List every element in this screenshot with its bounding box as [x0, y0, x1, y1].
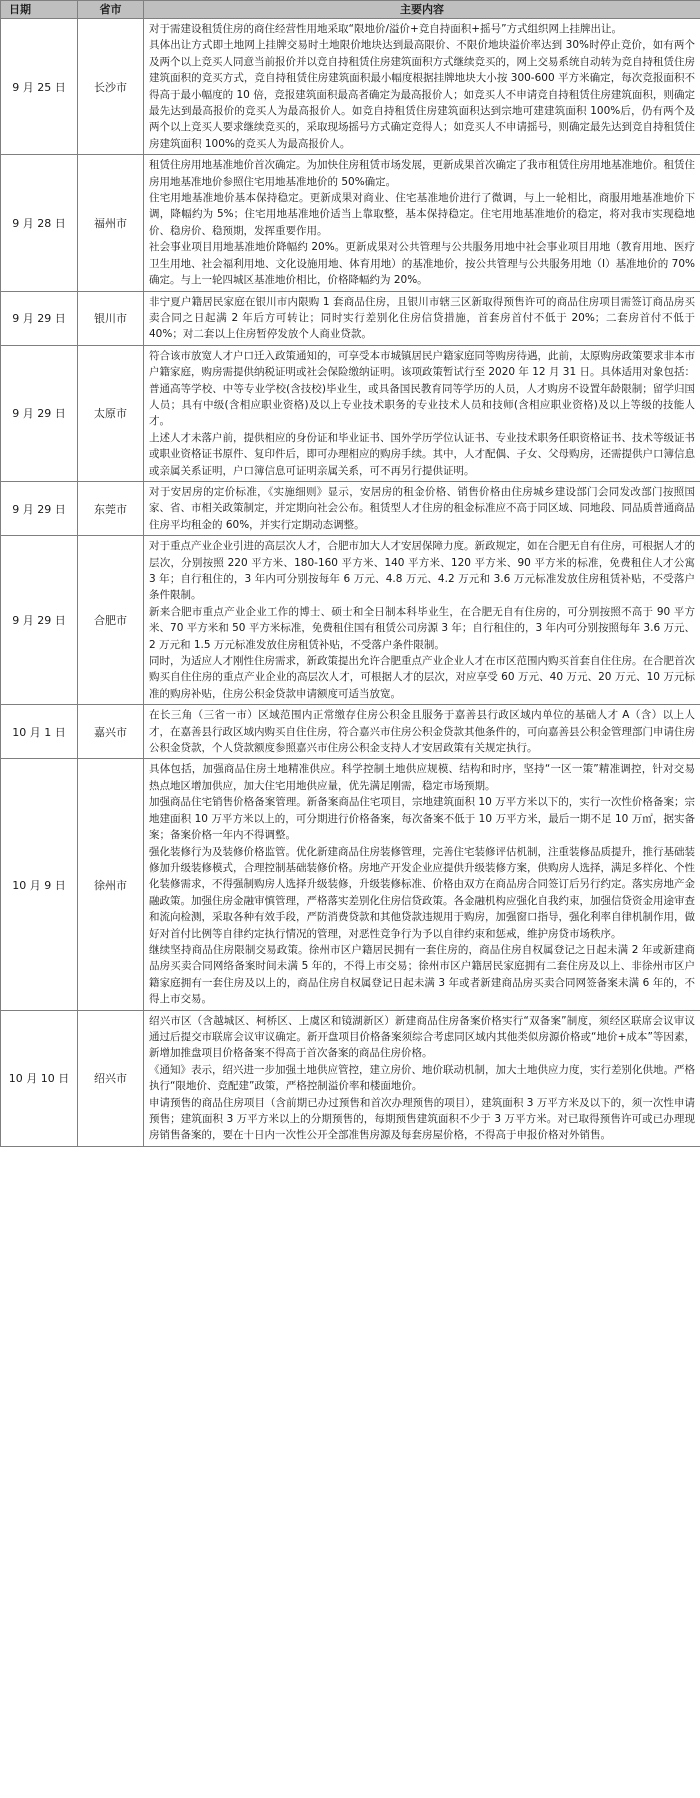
content-paragraph: 加强商品住宅销售价格备案管理。新备案商品住宅项目，宗地建筑面积 10 万平方米以下的，实行一次性价格备案；宗地建面积 10 万平方米以上的，可分期进行价格备案，每次备案不低于 10 万平方米，最后一期不足 10 万㎡，据实备案；备案价格一年内不得调整。 — [149, 796, 695, 842]
row-date: 9 月 28 日 — [1, 155, 78, 291]
content-paragraph: 绍兴市区（含越城区、柯桥区、上虞区和镜湖新区）新建商品住房备案价格实行“双备案”制度，须经区联席会议审议通过后提交市联席会议审议确定。新开盘项目价格备案须综合考虑同区域内其他类似房源价格或“地价+成本”等因素，新增加推盘项目价格备案不得高于首次备案的商品住房价格。 — [149, 1014, 695, 1060]
content-paragraph: 非宁夏户籍居民家庭在银川市内限购 1 套商品住房，且银川市辖三区新取得预售许可的商品住房项目需签订商品房买卖合同之日起满 2 年后方可转让；同时实行差别化住房信贷措施，首套房首付不低于 20%；二套房首付不低于 40%；对二套以上住房暂停发放个人商业贷款。 — [149, 295, 695, 341]
row-content — [144, 291, 700, 345]
header-content: 主要内容 — [144, 1, 700, 19]
row-date: 10 月 1 日 — [1, 705, 78, 759]
table-row — [1, 1010, 700, 1146]
row-city: 银川市 — [78, 291, 144, 345]
content-paragraph: 《通知》表示，绍兴进一步加强土地供应管控，建立房价、地价联动机制，加大土地供应力度，实行差别化供地。严格执行“限地价、竞配建”政策，严格控制溢价率和楼面地价。 — [149, 1063, 695, 1093]
content-paragraph: 社会事业项目用地基准地价降幅约 20%。更新成果对公共管理与公共服务用地中社会事业项目用地（教育用地、医疗卫生用地、社会福利用地、文化设施用地、体育用地）的基准地价，按公共管理与公共服务用地（Ⅰ）基准地价的 70%确定。与上一轮四城区基准地价相比，价格降幅约为 20%。 — [149, 241, 695, 287]
content-paragraph: 对于重点产业企业引进的高层次人才，合肥市加大人才安居保障力度。新政规定，如在合肥无自有住房，可根据人才的层次，分别按照 220 平方米、180-160 平方米、140 平方米、120 平方米、90 平方米的标准，免费租住人才公寓 3 年；自行租住的，3 年内可分别按每年 6 万元、4.8 万元、4.2 万元和 3.6 万元标准发放住房租赁补贴，不受落户条件限制。 — [149, 540, 695, 602]
row-date: 9 月 29 日 — [1, 481, 78, 535]
table-body — [1, 19, 700, 1147]
table-row — [1, 155, 700, 291]
row-content — [144, 155, 700, 291]
content-paragraph: 上述人才未落户前，提供相应的身份证和毕业证书、国外学历学位认证书、专业技术职务任职资格证书、技术等级证书或职业资格证书原件、复印件后，即可办理相应的购房手续。其中，人才配偶、子女、父母购房，还需提供户口簿信息或亲属关系证明，户口簿信息可证明亲属关系，可不再另行提供证明。 — [149, 431, 695, 477]
table-row — [1, 19, 700, 155]
content-paragraph: 具体出让方式即土地网上挂牌交易时土地限价地块达到最高限价、不限价地块溢价率达到 30%时停止竞价，如有两个及两个以上竞买人同意当前报价并以竞自持租赁住房建筑面积方式继续竞买的，网上交易系统自动转为竞自持租赁住房建筑面积的竞买方式，竞自持租赁住房建筑面积最小幅度根据挂牌地块大小按 300-600 平方米确定，每次竞报面积不得高于最小幅度的 10 倍，竞报建筑面积最高者确定为最高报价人；如竞买人不申请竞自持租赁住房建筑面积，则确定最先达到最高报价的竞买人为最高报价人。如竞自持租赁住房建筑面积达到宗地可建建筑面积 100%后，仍有两个及两个以上竞买人要求继续竞买的，采取现场摇号方式确定竞得人；如竞买人不申请摇号，则确定最先达到竞自持租赁住房建筑面积 100%的竞买人为最高报价人。 — [149, 39, 695, 150]
table-row — [1, 759, 700, 1010]
table-row — [1, 705, 700, 759]
header-date: 日期 — [1, 1, 78, 19]
content-paragraph: 具体包括，加强商品住房土地精准供应。科学控制土地供应规模、结构和时序，坚持“一区一策”精准调控，针对交易热点地区增加供应，加大住宅用地供应量，优先满足刚需，稳定市场预期。 — [149, 763, 695, 792]
row-city: 合肥市 — [78, 536, 144, 705]
row-content — [144, 345, 700, 481]
row-content — [144, 19, 700, 155]
content-paragraph: 对于需建设租赁住房的商住经营性用地采取“限地价/溢价+竞自持面积+摇号”方式组织网上挂牌出让。 — [149, 23, 623, 35]
row-date: 9 月 29 日 — [1, 536, 78, 705]
content-paragraph: 新来合肥市重点产业企业工作的博士、硕士和全日制本科毕业生，在合肥无自有住房的，可分别按照不高于 90 平方米、70 平方米和 50 平方米标准，免费租住国有租赁公司房源 3 年；自行租住的，3 年内可分别按照每年 3.6 万元、2 万元和 1.5 万元标准发放住房租赁补贴，不受落户条件限制。 — [149, 605, 695, 651]
row-city: 绍兴市 — [78, 1010, 144, 1146]
row-content — [144, 759, 700, 1010]
table-row — [1, 481, 700, 535]
row-city: 徐州市 — [78, 759, 144, 1010]
content-paragraph: 申请预售的商品住房项目（含前期已办过预售和首次办理预售的项目），建筑面积 3 万平方米及以下的，须一次性申请预售；建筑面积 3 万平方米以上的分期预售的，每期预售建筑面积不少于 3 万平方米。对已取得预售许可或已办理现房销售备案的，要在十日内一次性公开全部准售房源及每套房屋价格，不得高于申报价格对外销售。 — [149, 1096, 695, 1142]
content-paragraph: 继续坚持商品住房限制交易政策。徐州市区户籍居民拥有一套住房的，商品住房自权属登记之日起未满 2 年或新建商品房买卖合同网络备案时间未满 5 年的，不得上市交易；徐州市区户籍居民家庭拥有二套住房及以上、非徐州市区户籍家庭拥有一套住房及以上的，商品住房自权属登记日起未满 3 年或者新建商品房买卖合同网签备案未满 6 年的，不得上市交易。 — [149, 943, 695, 1006]
header-city: 省市 — [78, 1, 144, 19]
content-paragraph: 租赁住房用地基准地价首次确定。为加快住房租赁市场发展，更新成果首次确定了我市租赁住房用地基准地价。租赁住房用地基准地价参照住宅用地基准地价的 50%确定。 — [149, 159, 695, 188]
row-content — [144, 481, 700, 535]
row-content — [144, 1010, 700, 1146]
row-city: 太原市 — [78, 345, 144, 481]
row-date: 9 月 29 日 — [1, 345, 78, 481]
row-content — [144, 705, 700, 759]
row-date: 10 月 10 日 — [1, 1010, 78, 1146]
row-date: 9 月 25 日 — [1, 19, 78, 155]
content-paragraph: 强化装修行为及装修价格监管。优化新建商品住房装修管理，完善住宅装修评估机制，注重装修品质提升，推行基础装修加升级装修模式，合理控制基础装修价格。房地产开发企业应提供升级装修方案，供购房人选择，满足多样化、个性化装修需求，不得强制购房人选择升级装修，升级装修标准、价格由双方在商品房合同签订后另行约定。落实房地产金融政策。加强住房金融审慎管理，严格落实差别化住房信贷政策。各金融机构应强化自我约束，加强信贷资金用途审查和流向检测，采取各种有效手段，严防消费贷款和其他贷款违规用于购房，加强窗口指导，强化利率自律机制作用，做好对首付比例等自律约定执行情况的管理，对恶性竞争行为予以自律约束和惩戒，维护房贷市场秩序。 — [149, 845, 695, 940]
content-paragraph: 同时，为适应人才刚性住房需求，新政策提出允许合肥重点产业企业人才在市区范围内购买首套自住住房。在合肥首次购买自住住房的重点产业企业的高层次人才，可根据人才的层次，对应享受 60 万元、40 万元、20 万元、10 万元标准的购房补贴，住房公积金贷款申请额度可适当放宽。 — [149, 655, 695, 700]
content-paragraph: 符合该市放宽人才户口迁入政策通知的，可享受本市城镇居民户籍家庭同等购房待遇，此前，太原购房政策要求非本市户籍家庭，购房需提供纳税证明或社会保险缴纳证明。该项政策暂试行至 2020 年 12 月 31 日。具体适用对象包括：普通高等学校、中等专业学校(含技校)毕业生，或具备国民教育同等学历的人员，人才购房不设置年龄限制；留学归国人员；具有中级(含相应职业资格)及以上专业技术职务的专业技术人员和技师(含相应职业资格)及以上等级的技能人才。 — [149, 349, 695, 428]
row-city: 福州市 — [78, 155, 144, 291]
row-city: 东莞市 — [78, 481, 144, 535]
row-content — [144, 536, 700, 705]
table-row — [1, 291, 700, 345]
row-date: 10 月 9 日 — [1, 759, 78, 1010]
row-city: 嘉兴市 — [78, 705, 144, 759]
table-row — [1, 345, 700, 481]
row-date: 9 月 29 日 — [1, 291, 78, 345]
table-row — [1, 536, 700, 705]
row-city: 长沙市 — [78, 19, 144, 155]
content-paragraph: 对于安居房的定价标准，《实施细则》显示，安居房的租金价格、销售价格由住房城乡建设部门会同发改部门按照国家、省、市相关政策制定，并定期向社会公布。租赁型人才住房的租金标准应不高于同区域、同地段、同品质普通商品住房平均租金的 60%，并实行定期动态调整。 — [149, 485, 695, 531]
table-header-row — [1, 1, 700, 19]
content-paragraph: 住宅用地基准地价基本保持稳定。更新成果对商业、住宅基准地价进行了微调，与上一轮相比，商服用地基准地价下调，降幅约为 5%；住宅用地基准地价适当上靠取整，基本保持稳定。住宅用地基准地价的稳定，将对我市实现稳地价、稳房价、稳预期，发挥重要作用。 — [149, 192, 695, 237]
content-paragraph: 在长三角（三省一市）区域范围内正常缴存住房公积金且服务于嘉善县行政区域内单位的基础人才 A（含）以上人才，在嘉善县行政区域内购买自住住房，符合嘉兴市住房公积金贷款其他条件的，可向嘉善县公积金管理部门申请住房公积金贷款，个人贷款额度参照嘉兴市住房公积金支持人才安居政策有关规定执行。 — [149, 709, 695, 755]
